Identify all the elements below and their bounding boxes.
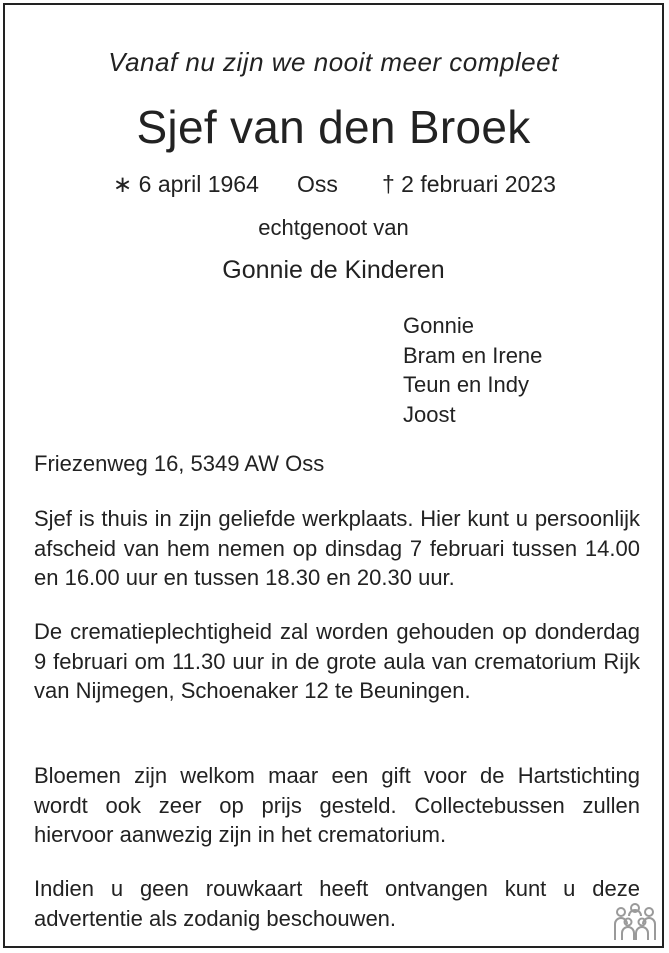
card-notice-paragraph: Indien u geen rouwkaart heeft ontvangen kunt u deze advertentie als zodanig beschouwen. — [34, 876, 640, 931]
family-list — [403, 311, 542, 429]
spouse-label: echtgenoot van — [258, 215, 409, 240]
ceremony-paragraph: De crematieplechtigheid zal worden gehouden op donderdag 9 februari om 11.30 uur in de grote aula van crematorium Rijk van Nijmegen, Schoenaker 12 te Beuningen. — [34, 619, 640, 703]
motto: Vanaf nu zijn we nooit meer compleet — [108, 47, 559, 77]
visitation-paragraph: Sjef is thuis in zijn geliefde werkplaats. Hier kunt u persoonlijk afscheid van hem nemen op dinsdag 7 februari tussen 14.00 en 16.00 uur en tussen 18.30 en 20.30 uur. — [34, 506, 640, 590]
people-group-icon — [611, 902, 659, 942]
obituary-card — [3, 3, 664, 948]
donation-paragraph: Bloemen zijn welkom maar een gift voor de Hartstichting wordt ook zeer op prijs gesteld. Collectebussen zullen hiervoor aanwezig zijn in het crematorium. — [34, 763, 640, 847]
birth-place: Oss — [297, 171, 338, 197]
deceased-name: Sjef van den Broek — [136, 101, 531, 153]
birth-date: ∗ 6 april 1964 — [113, 171, 259, 197]
family-member: Gonnie — [403, 313, 474, 338]
family-member: Teun en Indy — [403, 372, 529, 397]
death-date: † 2 februari 2023 — [382, 171, 556, 197]
home-address: Friezenweg 16, 5349 AW Oss — [34, 451, 325, 476]
family-member: Joost — [403, 401, 456, 427]
spouse-name: Gonnie de Kinderen — [222, 256, 445, 284]
family-member: Bram en Irene — [403, 342, 543, 368]
